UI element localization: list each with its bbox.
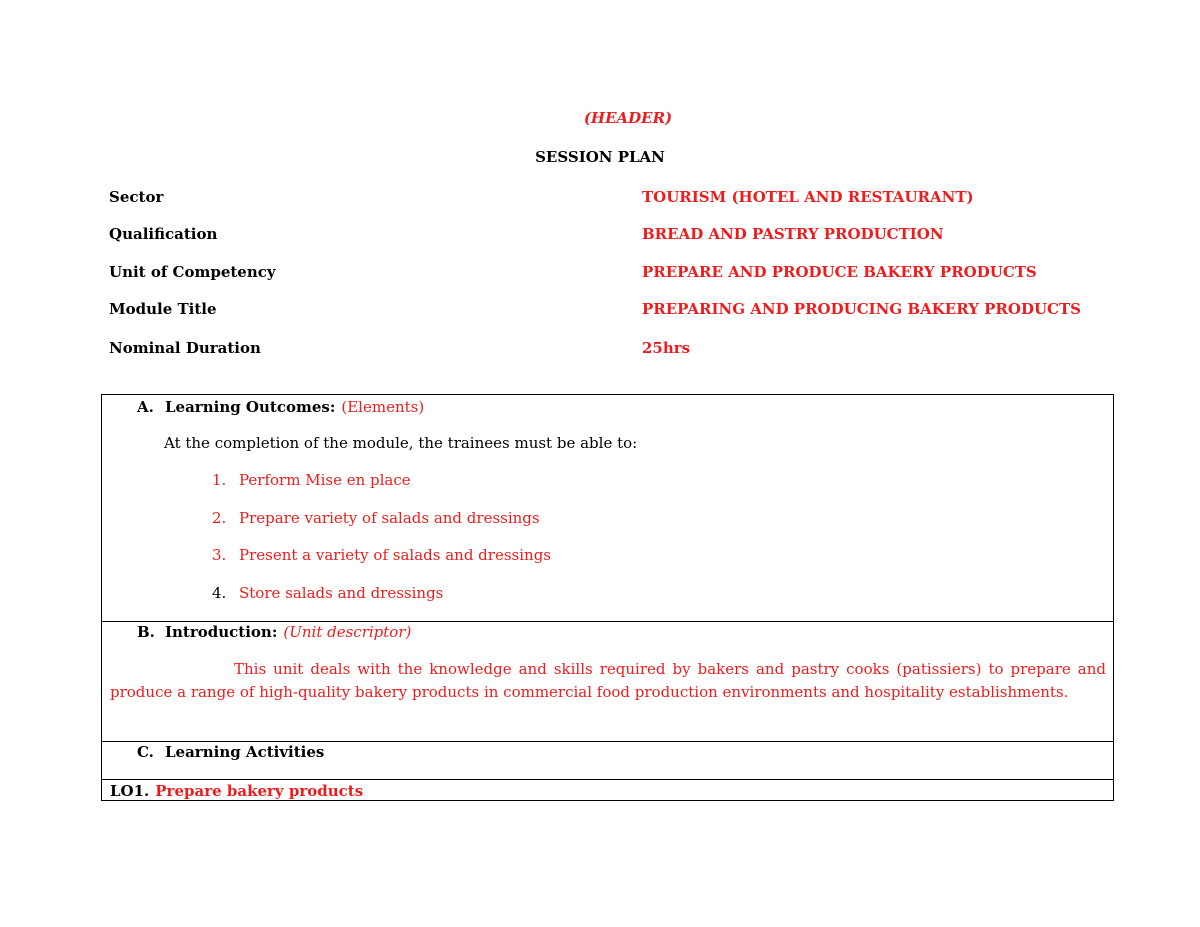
header-tag: (HEADER) — [583, 109, 673, 127]
lo1-title: Prepare bakery products — [155, 782, 364, 800]
page-title: SESSION PLAN — [535, 148, 665, 166]
info-value: BREAD AND PASTRY PRODUCTION — [642, 225, 944, 243]
learning-activities-section — [101, 741, 1114, 780]
section-letter: C. — [137, 743, 154, 761]
info-value: PREPARING AND PRODUCING BAKERY PRODUCTS — [642, 300, 1081, 318]
info-value: TOURISM (HOTEL AND RESTAURANT) — [642, 188, 974, 206]
outcome-item — [212, 546, 551, 564]
section-note: (Elements) — [341, 398, 425, 416]
info-label: Nominal Duration — [109, 339, 261, 357]
section-heading-text: Introduction: — [165, 623, 278, 641]
lo1-row — [101, 779, 1114, 801]
outcome-text: Store salads and dressings — [239, 584, 444, 602]
outcome-item — [212, 584, 443, 602]
section-letter: B. — [137, 623, 155, 641]
section-heading-text: Learning Outcomes: — [165, 398, 336, 416]
info-label: Sector — [109, 188, 164, 206]
unit-description: This unit deals with the knowledge and skills required by bakers and pastry cooks (patissiers) to prepare and produce a range of high-quality bakery products in commercial food production environments and hospitality establishments. — [110, 660, 1106, 701]
info-value: PREPARE AND PRODUCE BAKERY PRODUCTS — [642, 263, 1037, 281]
outcome-item — [212, 471, 411, 489]
info-label: Qualification — [109, 225, 218, 243]
learning-outcomes-section — [101, 394, 1114, 622]
outcome-item — [212, 509, 540, 527]
introduction-heading — [137, 623, 411, 641]
learning-activities-heading — [137, 743, 324, 761]
learning-outcomes-heading — [137, 398, 424, 416]
section-note: (Unit descriptor) — [283, 623, 412, 641]
outcome-number: 4. — [212, 584, 227, 602]
outcome-text: Prepare variety of salads and dressings — [239, 509, 540, 527]
outcome-number: 1. — [212, 471, 227, 489]
outcome-text: Perform Mise en place — [239, 471, 411, 489]
section-heading-text: Learning Activities — [165, 743, 325, 761]
outcomes-intro: At the completion of the module, the trainees must be able to: — [164, 434, 638, 452]
lo1-code: LO1. — [110, 782, 150, 800]
section-letter: A. — [137, 398, 154, 416]
outcome-text: Present a variety of salads and dressings — [239, 546, 551, 564]
outcome-number: 2. — [212, 509, 227, 527]
introduction-section — [101, 621, 1114, 742]
info-value: 25hrs — [642, 339, 691, 357]
lo1-line — [110, 782, 363, 800]
outcome-number: 3. — [212, 546, 227, 564]
info-label: Module Title — [109, 300, 217, 318]
info-label: Unit of Competency — [109, 263, 276, 281]
